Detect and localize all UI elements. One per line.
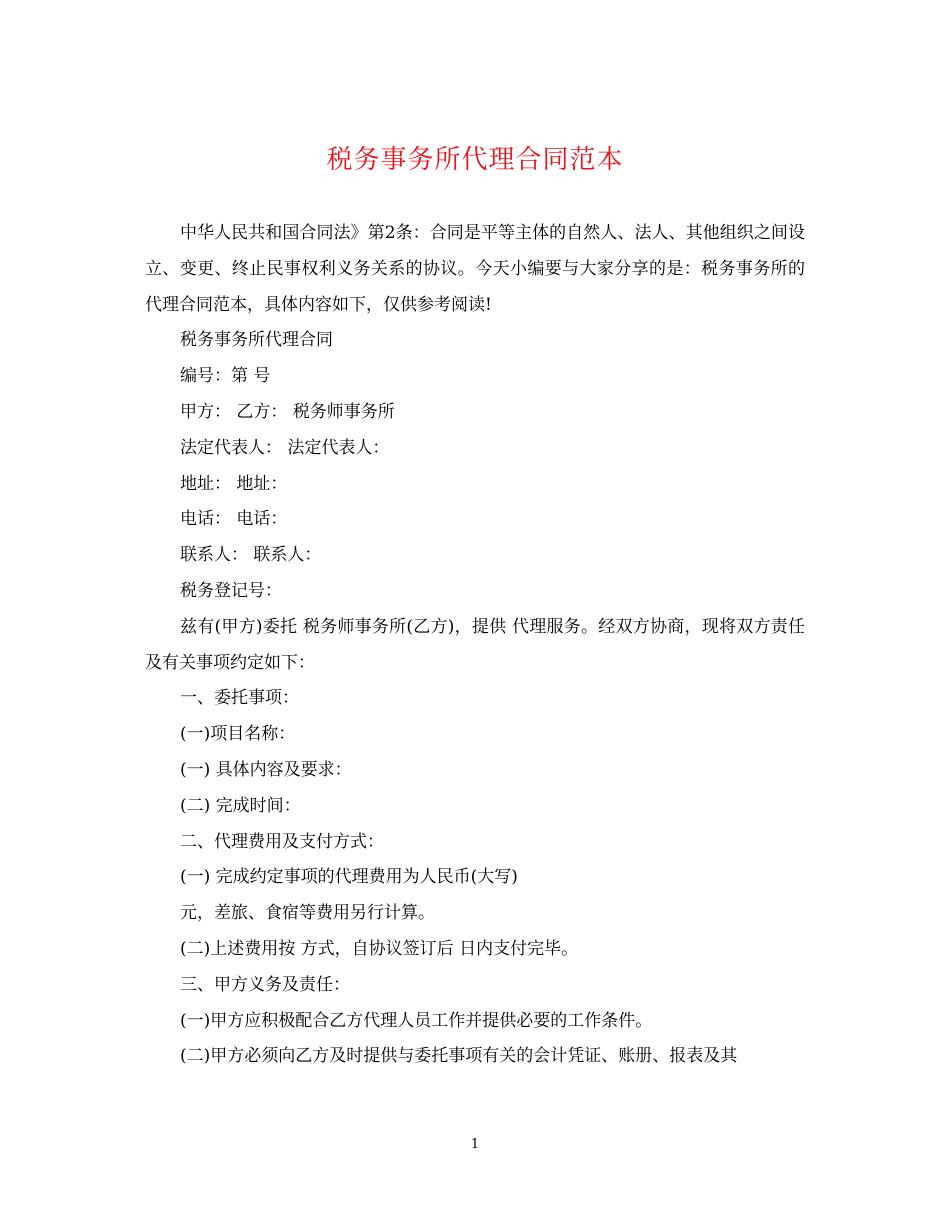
legal-representative-line: 法定代表人： 法定代表人： — [180, 437, 390, 458]
section-heading: 一、委托事项： — [180, 688, 299, 709]
page-number: 1 — [470, 1137, 480, 1152]
tax-registration-line: 税务登记号： — [180, 580, 282, 601]
parties-line: 甲方： 乙方： 税务师事务所 — [180, 401, 395, 422]
contact-line: 联系人： 联系人： — [180, 545, 322, 566]
section-heading: 三、甲方义务及责任： — [180, 974, 350, 995]
agreement-paragraph: 兹有(甲方)委托 税务师事务所(乙方)，提供 代理服务。经双方协商，现将双方责任及有关事项约定如下： — [145, 616, 805, 673]
clause-line: (二) 完成时间： — [180, 795, 301, 816]
section-heading: 二、代理费用及支付方式： — [180, 831, 384, 852]
clause-line: (二)上述费用按 方式，自协议签订后 日内支付完毕。 — [180, 938, 579, 959]
document-title: 税务事务所代理合同范本 — [326, 145, 624, 175]
clause-line: (一) 完成约定事项的代理费用为人民币(大写) — [180, 867, 518, 888]
clause-line: (一)项目名称： — [180, 724, 296, 745]
clause-line: (二)甲方必须向乙方及时提供与委托事项有关的会计凭证、账册、报表及其 — [180, 1046, 738, 1067]
address-line: 地址： 地址： — [180, 473, 288, 494]
clause-line: (一) 具体内容及要求： — [180, 759, 352, 780]
clause-line: (一)甲方应积极配合乙方代理人员工作并提供必要的工作条件。 — [180, 1010, 653, 1031]
contract-number-line: 编号：第 号 — [180, 366, 271, 387]
phone-line: 电话： 电话： — [180, 509, 288, 530]
contract-heading: 税务事务所代理合同 — [180, 330, 333, 351]
document-body — [145, 216, 805, 1075]
clause-line: 元，差旅、食宿等费用另行计算。 — [180, 903, 435, 924]
intro-paragraph: 中华人民共和国合同法》第2条：合同是平等主体的自然人、法人、其他组织之间设立、变更、终止民事权利义务关系的协议。今天小编要与大家分享的是：税务事务所的代理合同范本，具体内容如下，仅供参考阅读! — [145, 223, 805, 315]
